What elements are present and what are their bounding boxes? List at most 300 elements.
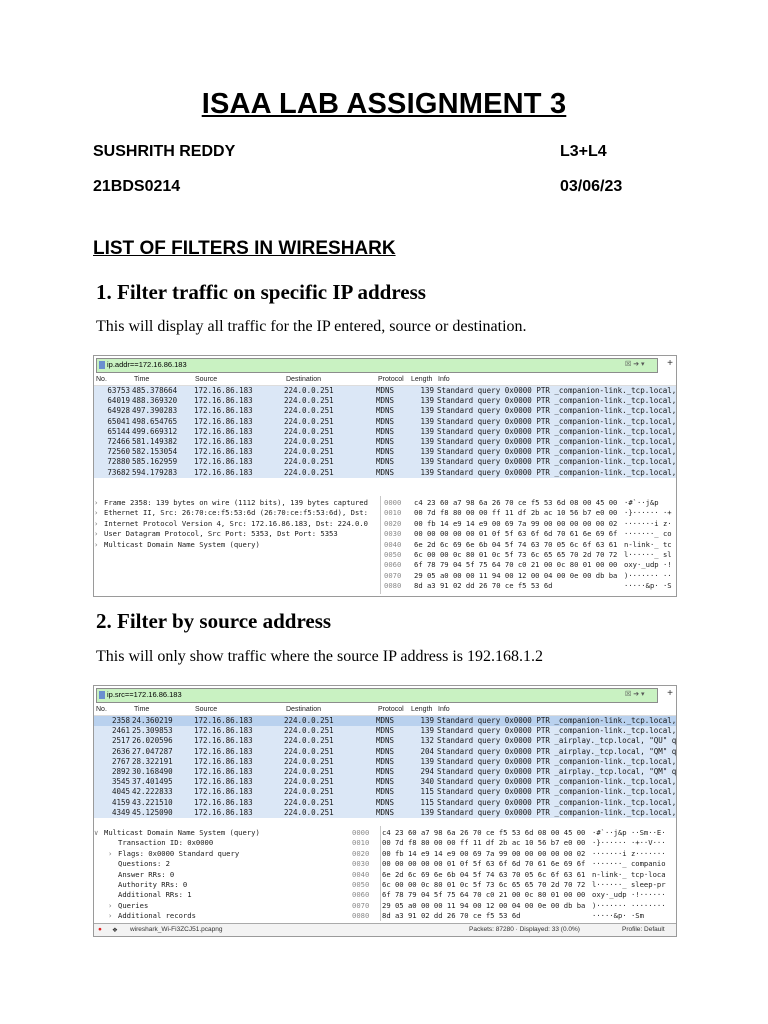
packet-length: 139 bbox=[420, 726, 434, 736]
hex-dump-row[interactable] bbox=[352, 890, 676, 900]
col-info[interactable]: Info bbox=[438, 706, 450, 713]
detail-text: Queries bbox=[118, 900, 149, 910]
hex-bytes: 8d a3 91 02 dd 26 70 ce f5 53 6d bbox=[414, 581, 553, 591]
expand-caret-icon[interactable]: › bbox=[94, 518, 99, 528]
packet-info: Standard query 0x0000 PTR _companion-link._tcp.local, bbox=[437, 436, 677, 446]
ascii-bytes: )······· ·· bbox=[624, 570, 672, 580]
packet-no: 72560 bbox=[107, 447, 130, 457]
col-no[interactable]: No. bbox=[96, 706, 107, 713]
hex-offset: 0070 bbox=[352, 900, 370, 910]
packet-protocol: MDNS bbox=[376, 797, 395, 807]
hex-dump-row[interactable] bbox=[352, 880, 676, 890]
packet-source: 172.16.86.183 bbox=[194, 406, 253, 416]
packet-source: 172.16.86.183 bbox=[194, 807, 253, 817]
packet-row[interactable] bbox=[94, 427, 676, 437]
hex-offset: 0020 bbox=[384, 518, 402, 528]
status-bar bbox=[94, 923, 676, 936]
hex-dump-row[interactable] bbox=[384, 508, 676, 518]
bookmark-icon[interactable] bbox=[99, 361, 105, 369]
packet-protocol: MDNS bbox=[376, 756, 395, 766]
packet-destination: 224.0.0.251 bbox=[284, 416, 334, 426]
packet-length: 139 bbox=[420, 447, 434, 457]
section2-description: This will only show traffic where the source IP address is 192.168.1.2 bbox=[96, 648, 544, 665]
packet-destination: 224.0.0.251 bbox=[284, 746, 334, 756]
packet-time: 582.153054 bbox=[132, 447, 178, 457]
detail-tree-item[interactable] bbox=[94, 828, 380, 838]
packet-no: 2636 bbox=[111, 746, 130, 756]
hex-bytes: 00 00 00 00 00 01 0f 5f 63 6f 6d 70 61 6e 69 6f bbox=[414, 529, 618, 539]
detail-text: Additional RRs: 1 bbox=[118, 890, 192, 900]
hex-dump-row[interactable] bbox=[352, 828, 676, 838]
packet-time: 45.125090 bbox=[132, 807, 173, 817]
packet-source: 172.16.86.183 bbox=[194, 797, 253, 807]
col-length[interactable]: Length bbox=[411, 706, 433, 713]
detail-tree-item[interactable] bbox=[94, 519, 380, 529]
hex-dump-row[interactable] bbox=[352, 911, 676, 921]
hex-offset: 0010 bbox=[384, 508, 402, 518]
hex-dump-row[interactable] bbox=[384, 560, 676, 570]
hex-offset: 0060 bbox=[384, 560, 402, 570]
detail-text: Authority RRs: 0 bbox=[118, 879, 188, 889]
packet-length: 132 bbox=[420, 736, 434, 746]
hex-dump-row[interactable] bbox=[352, 838, 676, 848]
hex-dump-row[interactable] bbox=[384, 498, 676, 508]
packet-details-pane bbox=[94, 496, 381, 594]
packet-protocol: MDNS bbox=[376, 416, 395, 426]
ascii-bytes: n-link·_ tcp·loca bbox=[592, 869, 666, 879]
packet-length: 294 bbox=[420, 766, 434, 776]
packet-row[interactable] bbox=[94, 767, 676, 777]
packet-info: Standard query 0x0000 PTR _companion-link._tcp.local, bbox=[437, 716, 677, 725]
packet-protocol: MDNS bbox=[376, 426, 395, 436]
hex-bytes: 8d a3 91 02 dd 26 70 ce f5 53 6d bbox=[382, 911, 521, 921]
ascii-bytes: ·······i z· bbox=[624, 518, 672, 528]
packet-row[interactable] bbox=[94, 447, 676, 457]
packet-protocol: MDNS bbox=[376, 436, 395, 446]
packet-destination: 224.0.0.251 bbox=[284, 736, 334, 746]
packet-info: Standard query 0x0000 PTR _companion-link._tcp.local, bbox=[437, 396, 677, 406]
hex-bytes: 00 fb 14 e9 14 e9 00 69 7a 99 00 00 00 00 00 02 bbox=[382, 848, 586, 858]
packet-length: 139 bbox=[420, 467, 434, 477]
detail-text: Additional records bbox=[118, 911, 196, 921]
detail-tree-item[interactable] bbox=[94, 849, 380, 859]
packet-info: Standard query 0x0000 PTR _companion-link._tcp.local, bbox=[437, 756, 677, 766]
packet-source: 172.16.86.183 bbox=[194, 436, 253, 446]
packet-destination: 224.0.0.251 bbox=[284, 797, 334, 807]
packet-detail-area bbox=[94, 826, 676, 921]
packet-row[interactable] bbox=[94, 787, 676, 797]
packet-no: 63753 bbox=[107, 386, 130, 395]
packet-no: 73682 bbox=[107, 467, 130, 477]
hex-offset: 0020 bbox=[352, 848, 370, 858]
packet-bytes-pane bbox=[352, 826, 676, 921]
detail-text: Multicast Domain Name System (query) bbox=[104, 539, 260, 549]
hex-offset: 0030 bbox=[384, 529, 402, 539]
packet-time: 42.222833 bbox=[132, 787, 173, 797]
detail-tree-item[interactable] bbox=[94, 911, 380, 921]
packet-destination: 224.0.0.251 bbox=[284, 436, 334, 446]
col-destination[interactable]: Destination bbox=[286, 706, 322, 713]
page-title: ISAA LAB ASSIGNMENT 3 bbox=[201, 88, 567, 120]
packet-no: 64928 bbox=[107, 406, 130, 416]
expand-caret-icon[interactable]: › bbox=[108, 900, 113, 910]
packet-info: Standard query 0x0000 PTR _airplay._tcp.local, "QM" q bbox=[437, 766, 677, 776]
packet-detail-area bbox=[94, 496, 676, 594]
detail-tree-item[interactable] bbox=[94, 901, 380, 911]
packet-source: 172.16.86.183 bbox=[194, 766, 253, 776]
detail-tree-item[interactable] bbox=[94, 880, 380, 890]
packet-destination: 224.0.0.251 bbox=[284, 457, 334, 467]
packet-row[interactable] bbox=[94, 726, 676, 736]
hex-bytes: 00 7d f8 80 00 00 ff 11 df 2b ac 10 56 b7 e0 00 bbox=[382, 838, 586, 848]
hex-bytes: 00 7d f8 80 00 00 ff 11 df 2b ac 10 56 b7 e0 00 bbox=[414, 508, 618, 518]
expand-caret-icon[interactable]: › bbox=[94, 539, 99, 549]
filter-controls-icon[interactable]: ☒ ➔ ▾ bbox=[625, 361, 645, 368]
packet-source: 172.16.86.183 bbox=[194, 457, 253, 467]
hex-bytes: 29 05 a0 00 00 11 94 00 12 00 04 00 0e 00 db ba bbox=[414, 570, 618, 580]
packet-length: 204 bbox=[420, 746, 434, 756]
display-filter-input[interactable]: ip.addr==172.16.86.183 bbox=[107, 360, 187, 369]
packet-no: 72880 bbox=[107, 457, 130, 467]
hex-dump-row[interactable] bbox=[384, 581, 676, 591]
hex-offset: 0080 bbox=[384, 581, 402, 591]
col-no[interactable]: No. bbox=[96, 376, 107, 383]
packet-length: 139 bbox=[420, 807, 434, 817]
packet-info: Standard query 0x0000 PTR _companion-link._tcp.local, bbox=[437, 457, 677, 467]
packet-source: 172.16.86.183 bbox=[194, 736, 253, 746]
packet-protocol: MDNS bbox=[376, 396, 395, 406]
hex-offset: 0030 bbox=[352, 859, 370, 869]
hex-dump-row[interactable] bbox=[352, 870, 676, 880]
hex-bytes: c4 23 60 a7 98 6a 26 70 ce f5 53 6d 08 00 45 00 bbox=[382, 828, 586, 837]
ascii-bytes: ·#`··j&p ··Sm··E· bbox=[592, 828, 666, 837]
packet-source: 172.16.86.183 bbox=[194, 426, 253, 436]
hex-offset: 0050 bbox=[352, 879, 370, 889]
packet-protocol: MDNS bbox=[376, 457, 395, 467]
packet-protocol: MDNS bbox=[376, 386, 395, 395]
packet-protocol: MDNS bbox=[376, 736, 395, 746]
packet-info: Standard query 0x0000 PTR _companion-link._tcp.local, bbox=[437, 447, 677, 457]
packet-protocol: MDNS bbox=[376, 777, 395, 787]
packet-no: 64019 bbox=[107, 396, 130, 406]
ascii-bytes: l······_ sl bbox=[624, 549, 672, 559]
packet-info: Standard query 0x0000 PTR _companion-link._tcp.local, bbox=[437, 386, 677, 395]
packet-no: 2892 bbox=[111, 766, 130, 776]
packet-source: 172.16.86.183 bbox=[194, 447, 253, 457]
packet-info: Standard query 0x0000 PTR _companion-link._tcp.local, bbox=[437, 787, 677, 797]
packet-list-header bbox=[94, 705, 676, 716]
hex-bytes: 00 00 00 00 00 01 0f 5f 63 6f 6d 70 61 6e 69 6f bbox=[382, 859, 586, 869]
col-source[interactable]: Source bbox=[195, 376, 218, 383]
packet-row[interactable] bbox=[94, 417, 676, 427]
detail-text: Questions: 2 bbox=[118, 859, 170, 869]
ascii-bytes: ·······i z······· bbox=[592, 848, 666, 858]
packet-destination: 224.0.0.251 bbox=[284, 426, 334, 436]
packet-time: 28.322191 bbox=[132, 756, 173, 766]
student-name: SUSHRITH REDDY bbox=[93, 143, 236, 160]
packet-length: 139 bbox=[420, 396, 434, 406]
hex-dump-row[interactable] bbox=[384, 540, 676, 550]
bookmark-icon[interactable] bbox=[99, 691, 105, 699]
detail-text: User Datagram Protocol, Src Port: 5353, Dst Port: 5353 bbox=[104, 529, 338, 539]
packet-length: 139 bbox=[420, 386, 434, 395]
packet-source: 172.16.86.183 bbox=[194, 746, 253, 756]
detail-tree-item[interactable] bbox=[94, 890, 380, 900]
packet-row[interactable] bbox=[94, 437, 676, 447]
hex-offset: 0080 bbox=[352, 911, 370, 921]
ascii-bytes: n-link·_ tc bbox=[624, 539, 672, 549]
packet-length: 139 bbox=[420, 756, 434, 766]
packet-source: 172.16.86.183 bbox=[194, 787, 253, 797]
ascii-bytes: ·}······ ·+··V··· bbox=[592, 838, 666, 848]
packet-time: 26.020596 bbox=[132, 736, 173, 746]
packet-length: 139 bbox=[420, 716, 434, 725]
detail-tree-item[interactable] bbox=[94, 508, 380, 518]
hex-dump-row[interactable] bbox=[384, 571, 676, 581]
packet-row[interactable] bbox=[94, 798, 676, 808]
packet-destination: 224.0.0.251 bbox=[284, 447, 334, 457]
add-filter-icon[interactable]: + bbox=[667, 358, 673, 369]
hex-bytes: c4 23 60 a7 98 6a 26 70 ce f5 53 6d 08 00 45 00 bbox=[414, 498, 618, 507]
hex-bytes: 6f 78 79 04 5f 75 64 70 c0 21 00 0c 80 01 00 00 bbox=[414, 560, 618, 570]
hex-bytes: 6c 00 00 0c 80 01 0c 5f 73 6c 65 65 70 2d 70 72 bbox=[382, 879, 586, 889]
hex-bytes: 6e 2d 6c 69 6e 6b 04 5f 74 63 70 05 6c 6f 63 61 bbox=[414, 539, 618, 549]
detail-tree-item[interactable] bbox=[94, 529, 380, 539]
packet-time: 585.162959 bbox=[132, 457, 178, 467]
packet-info: Standard query 0x0000 PTR _airplay._tcp.local, "QM" q bbox=[437, 746, 677, 756]
packet-no: 2767 bbox=[111, 756, 130, 766]
packet-protocol: MDNS bbox=[376, 716, 395, 725]
hex-dump-row[interactable] bbox=[352, 859, 676, 869]
display-filter-bar[interactable] bbox=[96, 688, 658, 703]
packet-row[interactable] bbox=[94, 808, 676, 818]
wireshark-screenshot-1 bbox=[93, 355, 677, 597]
packet-time: 499.669312 bbox=[132, 426, 178, 436]
packet-source: 172.16.86.183 bbox=[194, 416, 253, 426]
capture-file-name: wireshark_Wi-Fi3ZCJ51.pcapng bbox=[130, 926, 223, 933]
packet-length: 139 bbox=[420, 426, 434, 436]
detail-text: Frame 2358: 139 bytes on wire (1112 bits), 139 bytes captured bbox=[104, 498, 368, 507]
ascii-bytes: ·····&p· ·S bbox=[624, 581, 672, 591]
packet-row[interactable] bbox=[94, 386, 676, 396]
hex-offset: 0000 bbox=[352, 828, 370, 837]
packet-row[interactable] bbox=[94, 716, 676, 726]
expert-info-icon[interactable]: ❖ bbox=[112, 927, 118, 934]
ascii-bytes: oxy·_udp ·!······ bbox=[592, 890, 666, 900]
packet-no: 2358 bbox=[111, 716, 130, 725]
packet-row[interactable] bbox=[94, 406, 676, 416]
packet-destination: 224.0.0.251 bbox=[284, 726, 334, 736]
packet-time: 497.390283 bbox=[132, 406, 178, 416]
hex-offset: 0010 bbox=[352, 838, 370, 848]
col-time[interactable]: Time bbox=[134, 706, 150, 713]
hex-offset: 0040 bbox=[384, 539, 402, 549]
packet-length: 139 bbox=[420, 457, 434, 467]
packet-row[interactable] bbox=[94, 396, 676, 406]
detail-text: Flags: 0x0000 Standard query bbox=[118, 848, 240, 858]
packets-count: Packets: 87280 · Displayed: 33 (0.0%) bbox=[469, 926, 580, 933]
section2-heading: 2. Filter by source address bbox=[96, 609, 332, 633]
packet-info: Standard query 0x0000 PTR _companion-link._tcp.local, bbox=[437, 416, 677, 426]
section1-heading: 1. Filter traffic on specific IP address bbox=[96, 280, 426, 304]
packet-info: Standard query 0x0000 PTR _companion-link._tcp.local, bbox=[437, 807, 677, 817]
hex-dump-row[interactable] bbox=[352, 901, 676, 911]
collapse-caret-icon[interactable]: ∨ bbox=[94, 828, 99, 837]
expand-caret-icon[interactable]: › bbox=[94, 508, 99, 518]
packet-protocol: MDNS bbox=[376, 406, 395, 416]
packet-source: 172.16.86.183 bbox=[194, 386, 253, 395]
packet-info: Standard query 0x0000 PTR _companion-link._tcp.local, bbox=[437, 406, 677, 416]
col-protocol[interactable]: Protocol bbox=[378, 706, 404, 713]
packet-info: Standard query 0x0000 PTR _companion-link._tcp.local, bbox=[437, 777, 677, 787]
packet-row[interactable] bbox=[94, 457, 676, 467]
packet-info: Standard query 0x0000 PTR _companion-link._tcp.local, bbox=[437, 426, 677, 436]
packet-info: Standard query 0x0000 PTR _companion-link._tcp.local, bbox=[437, 467, 677, 477]
registration-number: 21BDS0214 bbox=[93, 178, 181, 195]
packet-protocol: MDNS bbox=[376, 766, 395, 776]
col-length[interactable]: Length bbox=[411, 376, 433, 383]
capture-status-icon[interactable]: ● bbox=[98, 926, 102, 933]
hex-bytes: 6c 00 00 0c 80 01 0c 5f 73 6c 65 65 70 2d 70 72 bbox=[414, 549, 618, 559]
packet-destination: 224.0.0.251 bbox=[284, 756, 334, 766]
hex-dump-row[interactable] bbox=[352, 849, 676, 859]
display-filter-bar[interactable] bbox=[96, 358, 658, 373]
section1-description: This will display all traffic for the IP entered, source or destination. bbox=[96, 318, 527, 335]
packet-row[interactable] bbox=[94, 777, 676, 787]
packet-time: 594.179283 bbox=[132, 467, 178, 477]
packet-destination: 224.0.0.251 bbox=[284, 766, 334, 776]
packet-row[interactable] bbox=[94, 757, 676, 767]
packet-destination: 224.0.0.251 bbox=[284, 807, 334, 817]
hex-dump-row[interactable] bbox=[384, 529, 676, 539]
hex-dump-row[interactable] bbox=[384, 519, 676, 529]
packet-time: 498.654765 bbox=[132, 416, 178, 426]
packet-source: 172.16.86.183 bbox=[194, 756, 253, 766]
packet-row[interactable] bbox=[94, 747, 676, 757]
packet-destination: 224.0.0.251 bbox=[284, 787, 334, 797]
packet-protocol: MDNS bbox=[376, 746, 395, 756]
profile-label[interactable]: Profile: Default bbox=[622, 926, 665, 933]
packet-length: 115 bbox=[420, 787, 434, 797]
detail-tree-item[interactable] bbox=[94, 540, 380, 550]
detail-text: Multicast Domain Name System (query) bbox=[104, 828, 260, 837]
packet-length: 139 bbox=[420, 416, 434, 426]
packet-list bbox=[94, 716, 676, 818]
display-filter-input[interactable]: ip.src==172.16.86.183 bbox=[107, 690, 182, 699]
packet-destination: 224.0.0.251 bbox=[284, 396, 334, 406]
packet-protocol: MDNS bbox=[376, 447, 395, 457]
hex-offset: 0050 bbox=[384, 549, 402, 559]
wireshark-screenshot-2 bbox=[93, 685, 677, 937]
detail-tree-item[interactable] bbox=[94, 838, 380, 848]
ascii-bytes: ·······_ co bbox=[624, 529, 672, 539]
packet-length: 139 bbox=[420, 406, 434, 416]
packet-protocol: MDNS bbox=[376, 807, 395, 817]
packet-no: 3545 bbox=[111, 777, 130, 787]
packet-source: 172.16.86.183 bbox=[194, 716, 253, 725]
packet-list-header bbox=[94, 375, 676, 386]
hex-dump-row[interactable] bbox=[384, 550, 676, 560]
detail-text: Answer RRs: 0 bbox=[118, 869, 175, 879]
ascii-bytes: ·}······ ·+ bbox=[624, 508, 672, 518]
packet-destination: 224.0.0.251 bbox=[284, 467, 334, 477]
col-info[interactable]: Info bbox=[438, 376, 450, 383]
packet-info: Standard query 0x0000 PTR _companion-link._tcp.local, bbox=[437, 797, 677, 807]
detail-tree-item[interactable] bbox=[94, 859, 380, 869]
packet-no: 4159 bbox=[111, 797, 130, 807]
packet-no: 65041 bbox=[107, 416, 130, 426]
packet-bytes-pane bbox=[384, 496, 676, 594]
packet-source: 172.16.86.183 bbox=[194, 396, 253, 406]
packet-destination: 224.0.0.251 bbox=[284, 777, 334, 787]
packet-source: 172.16.86.183 bbox=[194, 726, 253, 736]
filters-heading: LIST OF FILTERS IN WIRESHARK bbox=[93, 238, 396, 259]
packet-time: 581.149382 bbox=[132, 436, 178, 446]
ascii-bytes: l······_ sleep-pr bbox=[592, 879, 666, 889]
hex-offset: 0060 bbox=[352, 890, 370, 900]
packet-length: 340 bbox=[420, 777, 434, 787]
expand-caret-icon[interactable]: › bbox=[94, 498, 99, 507]
packet-no: 2517 bbox=[111, 736, 130, 746]
slot-label: L3+L4 bbox=[560, 143, 607, 160]
hex-bytes: 6f 78 79 04 5f 75 64 70 c0 21 00 0c 80 01 00 00 bbox=[382, 890, 586, 900]
ascii-bytes: )······· ········ bbox=[592, 900, 666, 910]
packet-no: 72466 bbox=[107, 436, 130, 446]
packet-protocol: MDNS bbox=[376, 726, 395, 736]
hex-bytes: 29 05 a0 00 00 11 94 00 12 00 04 00 0e 00 db ba bbox=[382, 900, 586, 910]
expand-caret-icon[interactable]: › bbox=[108, 848, 113, 858]
ascii-bytes: oxy·_udp ·! bbox=[624, 560, 672, 570]
expand-caret-icon[interactable]: › bbox=[108, 911, 113, 921]
col-destination[interactable]: Destination bbox=[286, 376, 322, 383]
packet-length: 115 bbox=[420, 797, 434, 807]
hex-bytes: 00 fb 14 e9 14 e9 00 69 7a 99 00 00 00 00 00 02 bbox=[414, 518, 618, 528]
date-label: 03/06/23 bbox=[560, 178, 623, 195]
hex-offset: 0000 bbox=[384, 498, 402, 507]
detail-tree-item[interactable] bbox=[94, 870, 380, 880]
detail-tree-item[interactable] bbox=[94, 498, 380, 508]
detail-text: Transaction ID: 0x0000 bbox=[118, 838, 214, 848]
packet-time: 24.360219 bbox=[132, 716, 173, 725]
packet-row[interactable] bbox=[94, 736, 676, 746]
ascii-bytes: ·#`··j&p bbox=[624, 498, 659, 507]
add-filter-icon[interactable]: + bbox=[667, 688, 673, 699]
packet-info: Standard query 0x0000 PTR _companion-link._tcp.local, bbox=[437, 726, 677, 736]
packet-details-pane bbox=[94, 826, 381, 921]
packet-source: 172.16.86.183 bbox=[194, 467, 253, 477]
packet-protocol: MDNS bbox=[376, 467, 395, 477]
detail-text: Ethernet II, Src: 26:70:ce:f5:53:6d (26:70:ce:f5:53:6d), Dst: bbox=[104, 508, 368, 518]
packet-info: Standard query 0x0000 PTR _airplay._tcp.local, "QU" q bbox=[437, 736, 677, 746]
detail-text: Internet Protocol Version 4, Src: 172.16.86.183, Dst: 224.0.0 bbox=[104, 518, 368, 528]
packet-no: 4045 bbox=[111, 787, 130, 797]
col-time[interactable]: Time bbox=[134, 376, 150, 383]
ascii-bytes: ·······_ companio bbox=[592, 859, 666, 869]
col-source[interactable]: Source bbox=[195, 706, 218, 713]
filter-controls-icon[interactable]: ☒ ➔ ▾ bbox=[625, 691, 645, 698]
packet-row[interactable] bbox=[94, 468, 676, 478]
hex-bytes: 6e 2d 6c 69 6e 6b 04 5f 74 63 70 05 6c 6f 63 61 bbox=[382, 869, 586, 879]
packet-source: 172.16.86.183 bbox=[194, 777, 253, 787]
hex-offset: 0040 bbox=[352, 869, 370, 879]
col-protocol[interactable]: Protocol bbox=[378, 376, 404, 383]
packet-time: 27.047287 bbox=[132, 746, 173, 756]
packet-destination: 224.0.0.251 bbox=[284, 386, 334, 395]
packet-time: 25.309853 bbox=[132, 726, 173, 736]
expand-caret-icon[interactable]: › bbox=[94, 529, 99, 539]
packet-no: 4349 bbox=[111, 807, 130, 817]
hex-offset: 0070 bbox=[384, 570, 402, 580]
